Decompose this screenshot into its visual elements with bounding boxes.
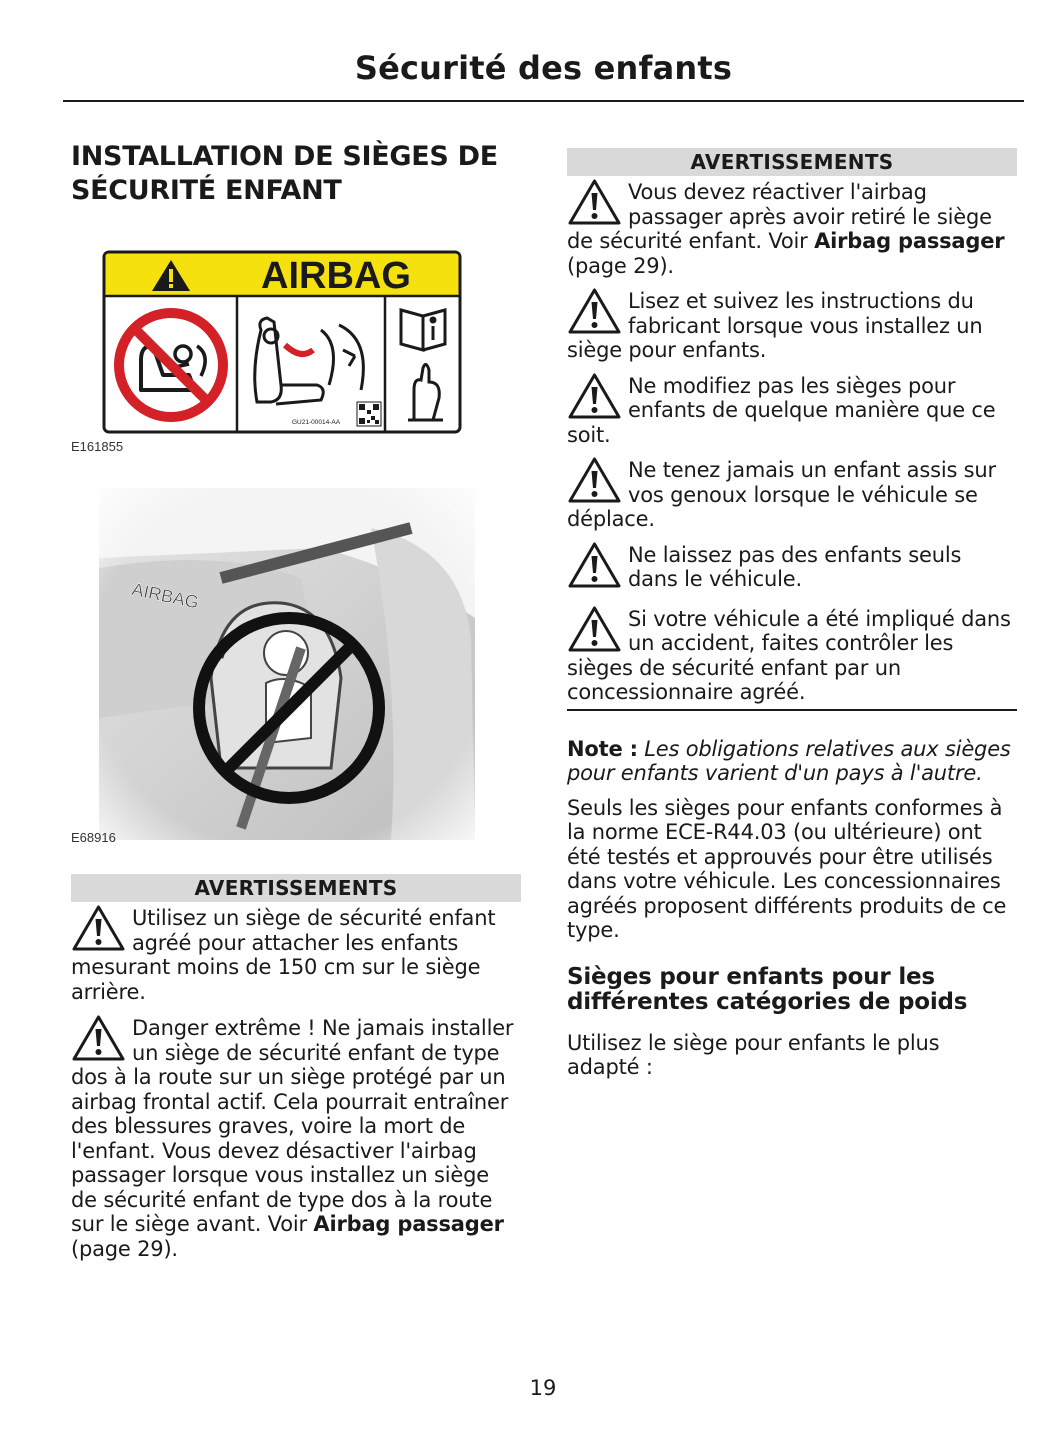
warning-item	[567, 607, 1017, 705]
warning-triangle-icon	[567, 178, 622, 226]
note-label: Note :	[567, 736, 638, 761]
label-airbag-text: AIRBAG	[261, 255, 411, 297]
warning-triangle-icon	[71, 1014, 126, 1062]
warning-triangle-icon	[567, 372, 622, 420]
warning-triangle-icon	[567, 287, 622, 335]
warnings-heading: AVERTISSEMENTS	[567, 148, 1017, 176]
warning-item	[567, 458, 1017, 532]
warning-item	[567, 374, 1017, 448]
page-header	[63, 40, 1024, 102]
figure-code-2: E68916	[71, 830, 116, 845]
warning-triangle-icon	[71, 904, 126, 952]
figure-code-1: E161855	[71, 439, 124, 454]
body-paragraph: Seuls les sièges pour enfants conformes à la norme ECE-R44.03 (ou ultérieure) ont été testés et approuvés pour être utilisés dans votre véhicule. Les concessionnaires agréés proposent différents produits de ce type.	[567, 795, 1007, 942]
left-warnings	[71, 874, 521, 1261]
left-column	[71, 140, 521, 1261]
note-paragraph	[567, 737, 1017, 786]
note-text: Les obligations relatives aux sièges pour enfants varient d'un pays à l'autre.	[567, 736, 1011, 785]
page-title: Sécurité des enfants	[354, 49, 733, 87]
qr-code-icon	[357, 402, 381, 426]
airbag-warning-label	[71, 250, 521, 440]
warning-text: Danger extrême ! Ne jamais installer un siège de sécurité enfant de type dos à la route sur un siège protégé par un airbag frontal actif. Cela pourrait entraîner des blessures graves, voire la mort de l'enfant. Vous devez désactiver l'airbag passager lorsque vous installez un siège de sécurité enfant de type dos à la route sur le siège avant. Voir	[71, 1016, 514, 1236]
warnings-heading: AVERTISSEMENTS	[71, 874, 521, 902]
right-column	[567, 148, 1017, 1080]
section-title: INSTALLATION DE SIÈGES DE SÉCURITÉ ENFANT	[71, 141, 498, 206]
subheading: Sièges pour enfants pour les différentes catégories de poids	[567, 963, 968, 1015]
warning-item	[71, 906, 521, 1004]
warning-text: Ne laissez pas des enfants seuls dans le véhicule.	[628, 542, 962, 591]
car-interior-figure	[71, 488, 521, 874]
warning-text: Si votre véhicule a été impliqué dans un accident, faites contrôler les sièges de sécurité enfant par un concessionnaire agréé.	[567, 606, 1011, 704]
airbag-warning-label-figure	[71, 250, 521, 460]
warning-triangle-icon	[567, 541, 622, 589]
page-number: 19	[529, 1376, 557, 1400]
warning-text: Utilisez un siège de sécurité enfant agréé pour attacher les enfants mesurant moins de 150 cm sur le siège arrière.	[71, 906, 496, 1004]
page-reference: (page 29).	[71, 1236, 178, 1261]
warning-triangle-icon	[567, 605, 622, 653]
warning-text: Lisez et suivez les instructions du fabricant lorsque vous installez un siège pour enfants.	[567, 289, 983, 362]
warning-triangle-icon	[567, 456, 622, 504]
warning-item	[71, 1016, 521, 1261]
airbag-passager-link[interactable]: Airbag passager	[814, 229, 1005, 253]
label-part-number: GU21-00014-AA	[291, 419, 341, 426]
warning-text: Ne tenez jamais un enfant assis sur vos genoux lorsque le véhicule se déplace.	[567, 458, 996, 531]
warning-item	[567, 543, 1017, 592]
rear-facing-seat-prohibited-illustration	[71, 488, 521, 848]
airbag-passager-link[interactable]: Airbag passager	[313, 1212, 504, 1236]
page-reference: (page 29).	[567, 253, 674, 278]
warning-text: Ne modifiez pas les sièges pour enfants de quelque manière que ce soit.	[567, 373, 996, 447]
warning-item	[567, 289, 1017, 363]
body-paragraph-2: Utilisez le siège pour enfants le plus adapté :	[567, 1030, 940, 1079]
warning-text: Vous devez réactiver l'airbag passager après avoir retiré le siège de sécurité enfant. Voir	[567, 180, 992, 253]
warning-item	[567, 180, 1017, 278]
right-warnings	[567, 148, 1017, 711]
